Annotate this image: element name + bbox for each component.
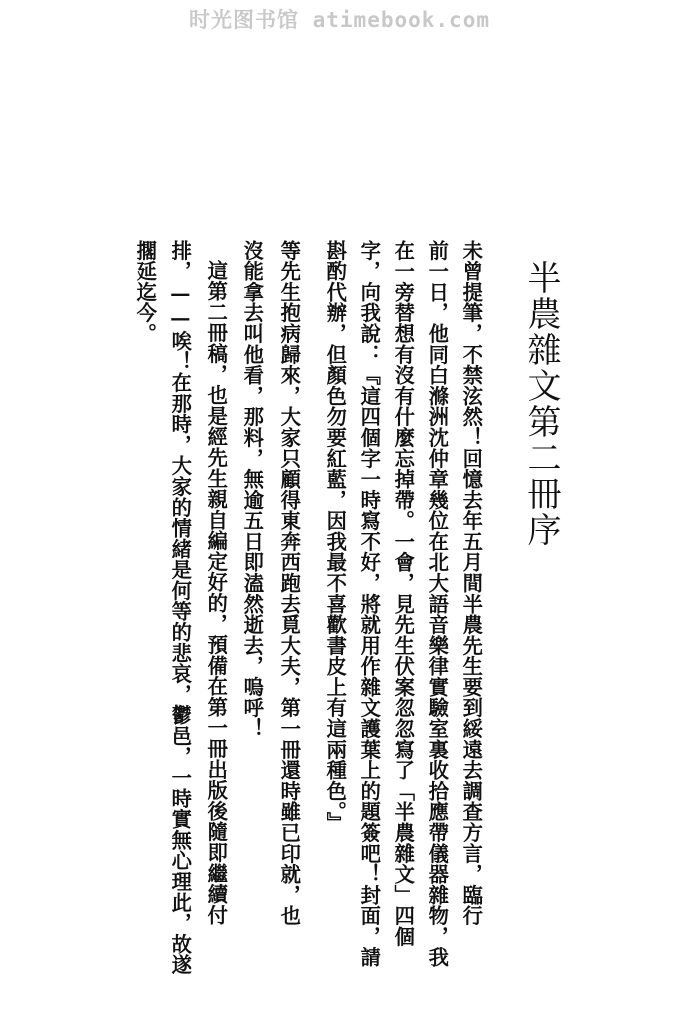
text-column-2: 前一日，他同白滌洲沈仲章幾位在北大語音樂律實驗室裏收拾應帶儀器雜物，我: [425, 240, 450, 968]
text-column-5: 斟酌代辦，但顏色勿要紅藍，因我最不喜歡書皮上有這兩種色。』: [323, 240, 348, 833]
text-column-6: 等先生抱病歸來，大家只顧得東奔西跑去覓大夫，第一冊還時雖已印就，也: [277, 240, 302, 927]
text-column-7: 沒能拿去叫他看，那料，無逾五日即溘然逝去，嗚呼！: [240, 240, 265, 739]
text-column-9: 排，——唉！在那時，大家的情緒是何等的悲哀，鬱邑，一時實無心理此，故遂: [168, 240, 193, 976]
text-column-3: 在一旁替想有沒有什麼忘掉帶。一會，見先生伏案忽忽寫了「半農雜文」四個: [391, 240, 416, 947]
text-column-8: 這第二冊稿，也是經先生親自編定好的，預備在第一冊出版後隨即繼續付: [204, 260, 229, 926]
watermark: 时光图书馆 atimebook.com: [188, 8, 490, 32]
text-column-10: 擱延迄今。: [133, 240, 158, 344]
text-column-4: 字，向我說：『這四個字一時寫不好，將就用作雜文護葉上的題簽吧！封面，請: [357, 240, 382, 968]
page-title: 半農雜文第二冊序: [521, 260, 561, 548]
text-column-1: 未曾提筆，不禁泫然！回憶去年五月間半農先生要到綏遠去調查方言，臨行: [459, 240, 484, 927]
preface-text: [0, 240, 679, 1020]
